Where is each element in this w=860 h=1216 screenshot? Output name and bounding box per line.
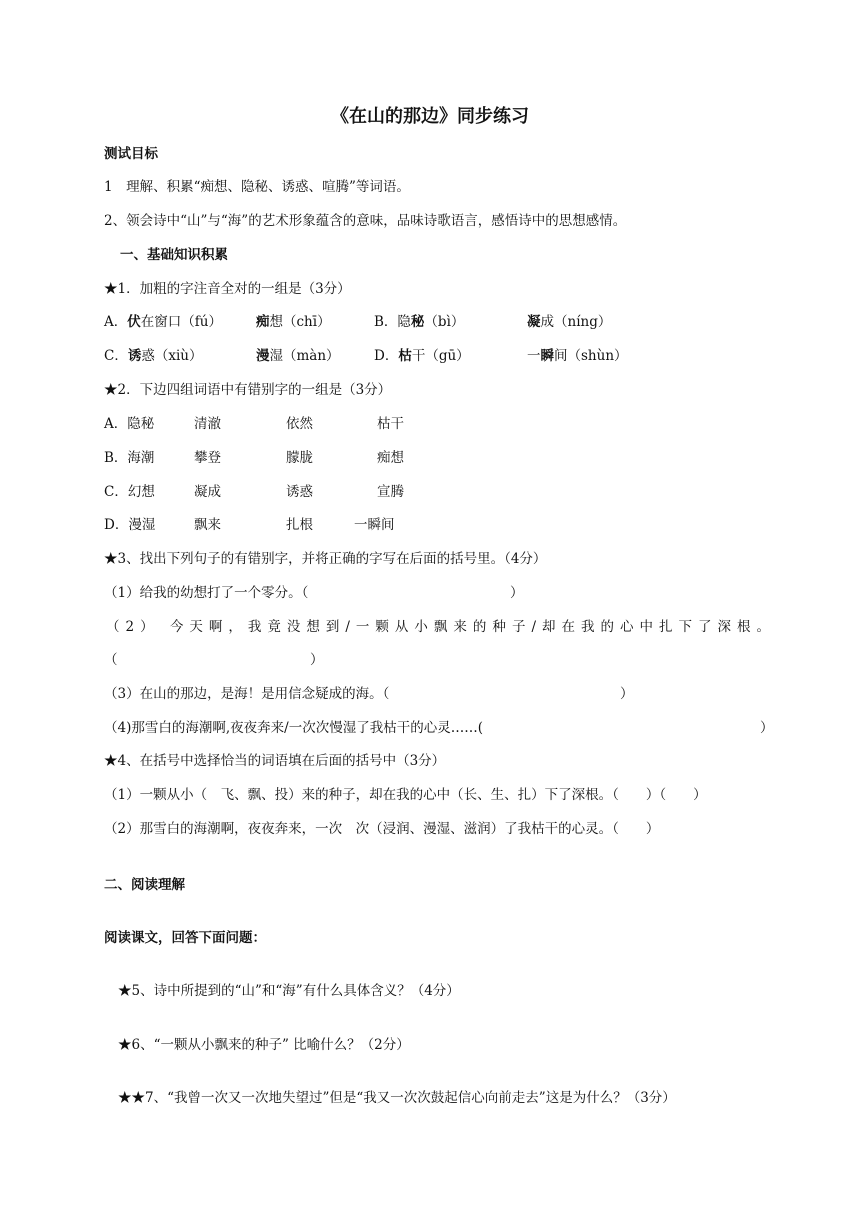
q2-row-b-4: 痴想	[377, 450, 404, 466]
q3-sentence-1-close: ）	[510, 585, 524, 601]
reading-instruction: 阅读课文，回答下面问题：	[104, 930, 266, 946]
q7-stem: ★★7、“我曾一次又一次地失望过”但是“我又一次次鼓起信心向前走去”这是为什么？（3分）	[118, 1090, 676, 1106]
q4-sentence-2: （2）那雪白的海潮啊，夜夜奔来，一次 次（浸润、漫湿、滋润）了我枯干的心灵。（ ）	[104, 821, 660, 837]
q2-row-a-3: 依然	[286, 416, 313, 432]
section2-heading: 二、阅读理解	[104, 877, 185, 893]
q1-option-a2: 痴想（chī）	[256, 314, 331, 330]
q2-row-a-2: 清澈	[194, 416, 221, 432]
q1-option-d2: 一瞬间（shùn）	[527, 348, 628, 364]
q2-row-d-4: 一瞬间	[354, 517, 395, 533]
section1-heading: 一、基础知识积累	[120, 247, 228, 263]
q3-sentence-4: （4)那雪白的海潮啊,夜夜奔来/一次次慢湿了我枯干的心灵……(	[104, 720, 483, 736]
q2-row-c-2: 凝成	[194, 484, 221, 500]
page-title: 《在山的那边》同步练习	[331, 106, 529, 127]
q1-stem: ★1．加粗的字注音全对的一组是（3分）	[104, 281, 351, 297]
q2-row-d-3: 扎根	[286, 517, 313, 533]
q2-row-d-2: 飘来	[194, 517, 221, 533]
q2-stem: ★2．下边四组词语中有错别字的一组是（3分）	[104, 382, 392, 398]
q2-row-b-2: 攀登	[194, 450, 221, 466]
q3-sentence-1: （1）给我的幼想打了一个零分。（	[104, 585, 309, 601]
q2-row-b-1: B．海潮	[104, 450, 155, 466]
q1-option-b2: 凝成（níng）	[527, 314, 612, 330]
q2-row-c-4: 宣腾	[377, 484, 404, 500]
q1-option-d1: D．枯干（gū）	[374, 348, 470, 364]
q3-sentence-2-close: ）	[310, 652, 324, 668]
q4-sentence-1: （1）一颗从小（ 飞、飘、投）来的种子，却在我的心中（长、生、扎）下了深根。（ ）（ ）	[104, 787, 707, 803]
q1-option-b1: B．隐秘（bì）	[374, 314, 465, 330]
q2-row-d-1: D．漫湿	[104, 517, 156, 533]
q3-stem: ★3、找出下列句子的有错别字，并将正确的字写在后面的括号里。（4分）	[104, 551, 547, 567]
q1-option-c2: 漫湿（màn）	[256, 348, 340, 364]
q2-row-c-1: C．幻想	[104, 484, 155, 500]
q2-row-b-3: 朦胧	[286, 450, 313, 466]
goal-item-2: 2、领会诗中“山”与“海”的艺术形象蕴含的意味，品味诗歌语言，感悟诗中的思想感情。	[104, 213, 627, 229]
q2-row-c-3: 诱惑	[286, 484, 313, 500]
q4-stem: ★4、在括号中选择恰当的词语填在后面的括号中（3分）	[104, 753, 446, 769]
q5-stem: ★5、诗中所提到的“山”和“海”有什么具体含义？（4分）	[118, 983, 460, 999]
q1-option-c1: C．诱惑（xiù）	[104, 348, 203, 364]
q1-option-a1: A．伏在窗口（fú）	[104, 314, 222, 330]
q6-stem: ★6、“一颗从小飘来的种子” 比喻什么？（2分）	[118, 1037, 410, 1053]
q3-sentence-2: （2） 今天啊，我竟没想到/一颗从小飘来的种子/却在我的心中扎下了深根。	[106, 619, 770, 635]
goals-heading: 测试目标	[104, 146, 158, 162]
q2-row-a-4: 枯干	[377, 416, 404, 432]
q3-sentence-2-open: （	[104, 652, 118, 668]
q3-sentence-4-close: ）	[760, 720, 774, 736]
q3-sentence-3: （3）在山的那边，是海！是用信念疑成的海。（	[104, 686, 390, 702]
q3-sentence-3-close: ）	[620, 686, 634, 702]
q2-row-a-1: A．隐秘	[104, 416, 155, 432]
goal-item-1: 1 理解、积累“痴想、隐秘、诱惑、喧腾”等词语。	[104, 179, 410, 195]
